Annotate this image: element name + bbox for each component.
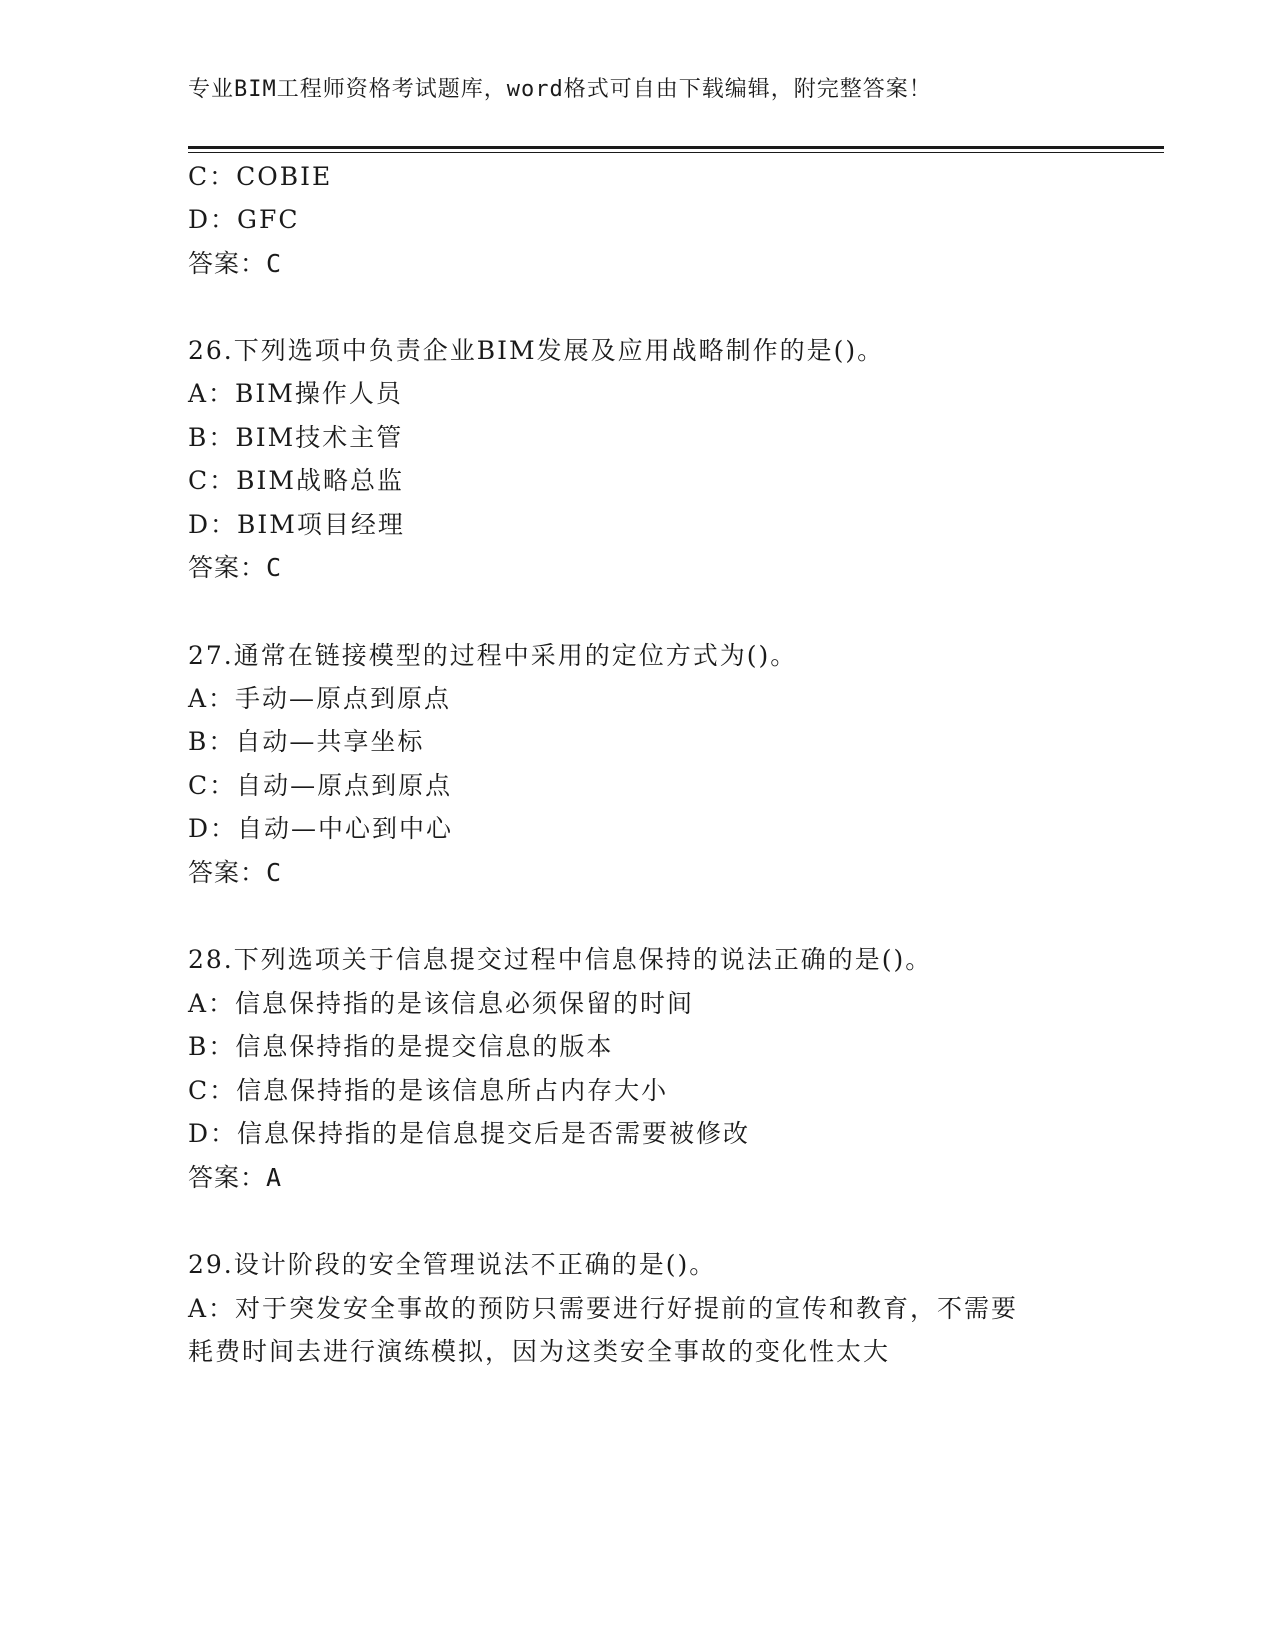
answer-q28: 答案：A: [188, 1163, 283, 1192]
option-c-q26: C：BIM战略总监: [188, 466, 404, 495]
option-d-q28: D：信息保持指的是信息提交后是否需要被修改: [188, 1119, 751, 1148]
option-b-q28: B：信息保持指的是提交信息的版本: [188, 1032, 614, 1061]
option-a-q27: A：手动—原点到原点: [188, 684, 452, 713]
option-a-q28: A：信息保持指的是该信息必须保留的时间: [188, 989, 695, 1018]
option-c-q25: C：COBIE: [188, 162, 333, 191]
option-a-q29: A：对于突发安全事故的预防只需要进行好提前的宣传和教育，不需要: [188, 1294, 1019, 1323]
option-c-q28: C：信息保持指的是该信息所占内存大小: [188, 1076, 669, 1105]
header-rule-thick: [188, 146, 1164, 149]
answer-q27: 答案：C: [188, 858, 283, 887]
answer-q25: 答案：C: [188, 249, 283, 278]
page-header: 专业BIM工程师资格考试题库，word格式可自由下载编辑，附完整答案！: [188, 77, 932, 102]
option-a-q26: A：BIM操作人员: [188, 379, 403, 408]
question-27: 27.通常在链接模型的过程中采用的定位方式为()。: [188, 641, 798, 670]
question-28: 28.下列选项关于信息提交过程中信息保持的说法正确的是()。: [188, 945, 933, 974]
question-29: 29.设计阶段的安全管理说法不正确的是()。: [188, 1250, 717, 1279]
option-a-q29-continued: 耗费时间去进行演练模拟，因为这类安全事故的变化性太大: [188, 1337, 891, 1366]
option-d-q26: D：BIM项目经理: [188, 510, 405, 539]
option-b-q27: B：自动—共享坐标: [188, 727, 425, 756]
question-26: 26.下列选项中负责企业BIM发展及应用战略制作的是()。: [188, 336, 885, 365]
option-d-q27: D：自动—中心到中心: [188, 814, 454, 843]
option-d-q25: D：GFC: [188, 205, 300, 234]
header-rule-thin: [188, 152, 1164, 153]
option-b-q26: B：BIM技术主管: [188, 423, 404, 452]
option-c-q27: C：自动—原点到原点: [188, 771, 453, 800]
answer-q26: 答案：C: [188, 553, 283, 582]
